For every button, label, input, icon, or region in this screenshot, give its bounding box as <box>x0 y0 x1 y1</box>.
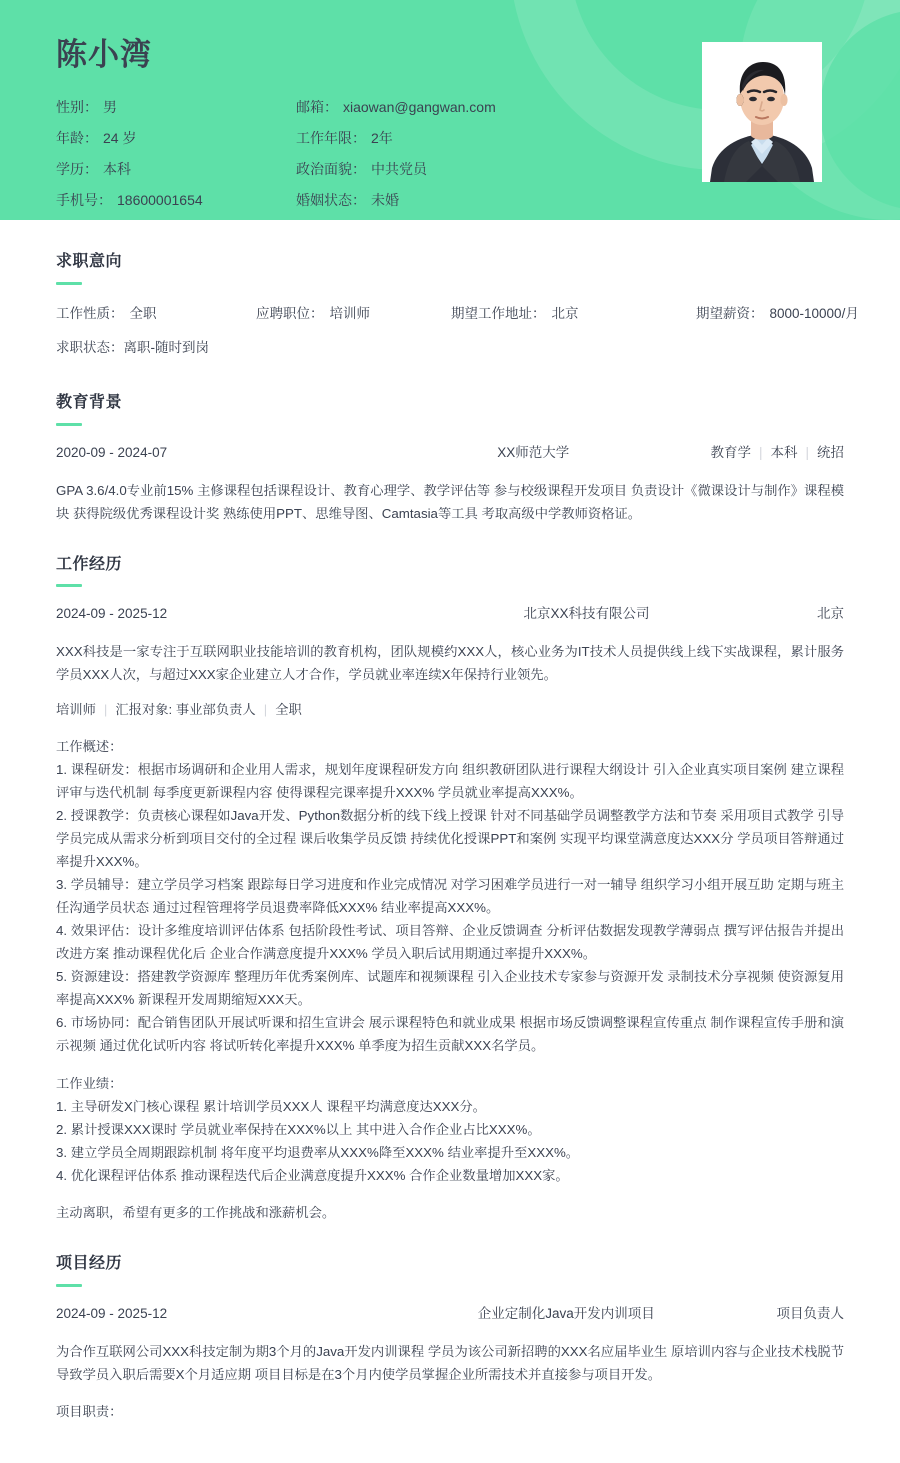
work-achievement-item: 4. 优化课程评估体系 推动课程迭代后企业满意度提升XXX% 合作企业数量增加XXX家。 <box>56 1168 569 1184</box>
basic-info-item-email <box>296 94 616 121</box>
basic-info-item-age <box>56 125 296 152</box>
field-label: 期望薪资： <box>696 305 764 321</box>
education-date: 2020-09 - 2024-07 <box>56 444 168 460</box>
work-achievement-item: 1. 主导研发X门核心课程 累计培训学员XXX人 课程平均满意度达XXX分。 <box>56 1099 486 1115</box>
education-description: GPA 3.6/4.0专业前15% 主修课程包括课程设计、教育心理学、教学评估等 参与校级课程开发项目 负责设计《微课设计与制作》课程模块 获得院级优秀课程设计奖 熟练使用PPT、思维导图、Camtasia等工具 考取高级中学教师资格证。 <box>56 482 844 521</box>
intent-field-salary <box>696 299 859 329</box>
work-duty-item: 4. 效果评估：设计多维度培训评估体系 包括阶段性考试、项目答辩、企业反馈调查 分析评估数据发现教学薄弱点 撰写评估报告并提出改进方案 推动课程优化后 企业合作满意度提升XXX% 学员入职后试用期通过率提升XXX%。 <box>56 923 844 962</box>
section-education <box>56 363 844 525</box>
section-title: 项目经历 <box>56 1255 123 1273</box>
education-entry-header <box>56 440 844 466</box>
resume-header <box>0 0 900 220</box>
spacer <box>56 1057 844 1072</box>
work-location: 北京 <box>817 606 844 622</box>
work-date: 2024-09 - 2025-12 <box>56 606 168 622</box>
meta-separator: | <box>805 444 809 460</box>
section-underline <box>56 1284 82 1287</box>
work-duty-item: 1. 课程研发：根据市场调研和企业用人需求，规划年度课程研发方向 组织教研团队进行课程大纲设计 引入企业真实项目案例 建立课程评审与迭代机制 每季度更新课程内容 使得课程完课率提升XXX% 学员就业率提高XXX%。 <box>56 762 844 801</box>
basic-info-item-phone <box>56 187 296 214</box>
work-achievement-item: 3. 建立学员全周期跟踪机制 将年度平均退费率从XXX%降至XXX% 结业率提升至XXX%。 <box>56 1145 580 1161</box>
basic-info-value: 未婚 <box>371 192 399 209</box>
basic-info-grid <box>56 94 616 214</box>
basic-info-value: 中共党员 <box>371 161 427 178</box>
field-label: 工作性质： <box>56 305 124 321</box>
field-label: 期望工作地址： <box>451 305 546 321</box>
section-project-experience <box>56 1224 844 1423</box>
meta-separator: | <box>758 444 763 460</box>
section-title: 教育背景 <box>56 393 123 411</box>
field-value: 培训师 <box>329 305 370 321</box>
basic-info-item-political <box>296 156 616 183</box>
education-admission: 统招 <box>817 444 844 460</box>
education-meta <box>710 440 844 466</box>
work-duty-item: 5. 资源建设：搭建教学资源库 整理历年优秀案例库、试题库和视频课程 引入企业技术专家参与资源开发 录制技术分享视频 使资源复用率提高XXX% 新课程开发周期缩短XXX天。 <box>56 969 844 1008</box>
basic-info-value: 2年 <box>371 130 393 147</box>
basic-info-label: 学历： <box>56 161 98 178</box>
field-value: 8000-10000/月 <box>769 305 859 321</box>
meta-separator: | <box>263 702 268 718</box>
basic-info-label: 性别： <box>56 99 98 116</box>
basic-info-item-experience <box>296 125 616 152</box>
field-value: 离职-随时到岗 <box>123 339 209 355</box>
field-label: 求职状态： <box>56 339 124 355</box>
basic-info-value: xiaowan@gangwan.com <box>343 99 496 116</box>
work-achievement-item: 2. 累计授课XXX课时 学员就业率保持在XXX%以上 其中进入合作企业占比XXX%。 <box>56 1122 541 1138</box>
basic-info-item-education <box>56 156 296 183</box>
page-title: 陈小湾 <box>56 37 152 72</box>
job-intention-fields <box>56 299 859 329</box>
section-job-intention <box>56 220 859 363</box>
work-overview-title: 工作概述： <box>56 739 123 755</box>
basic-info-label: 工作年限： <box>296 130 366 147</box>
section-work-experience <box>56 525 844 1225</box>
basic-info-item-marital <box>296 187 616 214</box>
work-leave-reason: 主动离职，希望有更多的工作挑战和涨薪机会。 <box>56 1205 336 1221</box>
education-degree: 本科 <box>770 444 798 460</box>
intent-field-status <box>56 333 844 363</box>
work-duty-item: 2. 授课教学：负责核心课程如Java开发、Python数据分析的线下线上授课 针对不同基础学员调整教学方法和节奏 采用项目式教学 引导学员完成从需求分析到项目交付的全过程 课后收集学员反馈 持续优化授课PPT和案例 实现平均课堂满意度达XXX分 学员项目答辩通过率提升XXX%。 <box>56 808 844 870</box>
section-title: 求职意向 <box>56 253 123 270</box>
resume-body <box>0 220 900 1463</box>
basic-info-value: 本科 <box>103 161 131 178</box>
project-name: 企业定制化Java开发内训项目 <box>477 1306 655 1322</box>
meta-separator: | <box>103 702 108 718</box>
basic-info-label: 政治面貌： <box>296 161 366 178</box>
basic-info-value: 18600001654 <box>117 192 203 209</box>
intent-field-nature <box>56 299 256 329</box>
work-report-to: 汇报对象: 事业部负责人 <box>115 702 256 718</box>
avatar <box>702 42 822 182</box>
section-underline <box>56 584 82 587</box>
education-major: 教育学 <box>710 444 751 460</box>
basic-info-label: 年龄： <box>56 130 98 147</box>
project-background: 为合作互联网公司XXX科技定制为期3个月的Java开发内训课程 学员为该公司新招聘的XXX名应届毕业生 原培训内容与企业技术栈脱节 导致学员入职后需要X个月适应期 项目目标是在3个月内使学员掌握企业所需技术并直接参与项目开发。 <box>56 1344 844 1383</box>
project-entry-header <box>56 1301 844 1327</box>
work-entry-header <box>56 601 844 627</box>
section-underline <box>56 282 82 285</box>
work-duty-item: 6. 市场协同：配合销售团队开展试听课和招生宣讲会 展示课程特色和就业成果 根据市场反馈调整课程宣传重点 制作课程宣传手册和演示视频 通过优化试听内容 将试听转化率提升XXX% 单季度为招生贡献XXX名学员。 <box>56 1015 844 1054</box>
basic-info-label: 婚姻状态： <box>296 192 366 209</box>
project-duty-title: 项目职责： <box>56 1404 123 1420</box>
section-underline <box>56 423 82 426</box>
work-company-intro: XXX科技是一家专注于互联网职业技能培训的教育机构，团队规模约XXX人，核心业务为IT技术人员提供线上线下实战课程，累计服务学员XXX人次，与超过XXX家企业建立人才合作，学员就业率连续X年保持行业领先。 <box>56 644 844 683</box>
basic-info-value: 24 岁 <box>103 130 137 147</box>
work-duty-item: 3. 学员辅导：建立学员学习档案 跟踪每日学习进度和作业完成情况 对学习困难学员进行一对一辅导 组织学习小组开展互助 定期与班主任沟通学员状态 通过过程管理将学员退费率降低XXX% 结业率提高XXX%。 <box>56 877 844 916</box>
section-title: 工作经历 <box>56 555 123 573</box>
basic-info-value: 男 <box>103 99 117 116</box>
field-label: 应聘职位： <box>256 305 324 321</box>
project-role: 项目负责人 <box>776 1306 844 1322</box>
work-role: 培训师 <box>56 702 96 718</box>
work-company: 北京XX科技有限公司 <box>523 606 650 622</box>
work-achievement-title: 工作业绩： <box>56 1076 123 1092</box>
education-school: XX师范大学 <box>497 444 570 460</box>
intent-field-location <box>451 299 696 329</box>
basic-info-label: 邮箱： <box>296 99 338 116</box>
project-date: 2024-09 - 2025-12 <box>56 1306 168 1322</box>
basic-info-item-gender <box>56 94 296 121</box>
field-value: 全职 <box>129 305 157 321</box>
work-nature: 全职 <box>275 702 302 718</box>
basic-info-label: 手机号： <box>56 192 112 209</box>
work-meta <box>56 698 844 721</box>
field-value: 北京 <box>551 305 579 321</box>
intent-field-position <box>256 299 451 329</box>
